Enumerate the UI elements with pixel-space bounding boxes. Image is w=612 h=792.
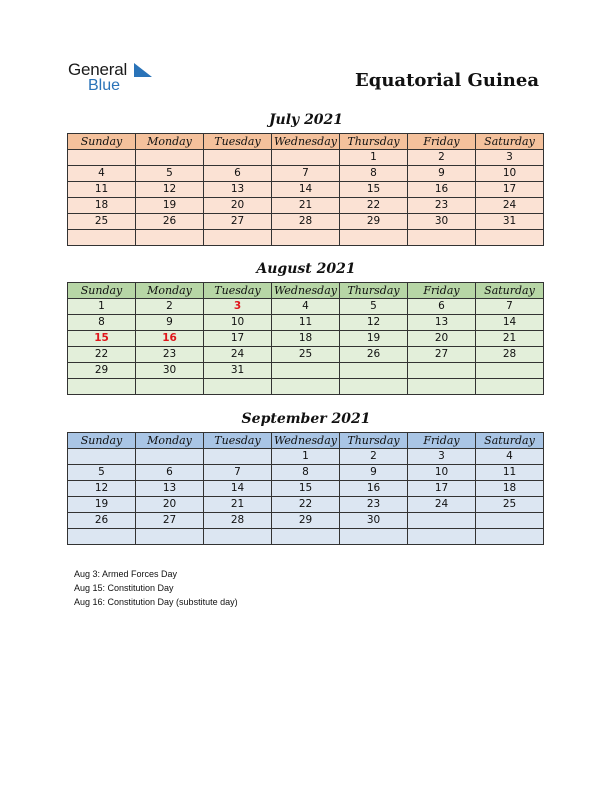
weekday-header: Friday xyxy=(408,134,476,150)
day-cell: 21 xyxy=(476,331,544,347)
day-cell xyxy=(408,230,476,246)
logo xyxy=(68,60,168,96)
day-cell: 22 xyxy=(340,198,408,214)
day-cell: 4 xyxy=(272,299,340,315)
weekday-header: Wednesday xyxy=(272,283,340,299)
week-row xyxy=(68,230,544,246)
day-cell xyxy=(136,449,204,465)
calendar-july xyxy=(67,133,544,246)
day-cell: 30 xyxy=(340,513,408,529)
weekday-header-row xyxy=(68,283,544,299)
day-cell xyxy=(476,363,544,379)
day-cell: 20 xyxy=(204,198,272,214)
day-cell: 11 xyxy=(476,465,544,481)
week-row xyxy=(68,465,544,481)
day-cell: 1 xyxy=(68,299,136,315)
day-cell: 30 xyxy=(408,214,476,230)
weekday-header: Thursday xyxy=(340,433,408,449)
day-cell: 9 xyxy=(136,315,204,331)
day-cell xyxy=(204,529,272,545)
day-cell: 26 xyxy=(136,214,204,230)
day-cell: 14 xyxy=(476,315,544,331)
week-row xyxy=(68,513,544,529)
day-cell: 22 xyxy=(272,497,340,513)
day-cell: 9 xyxy=(408,166,476,182)
day-cell: 25 xyxy=(68,214,136,230)
day-cell xyxy=(68,230,136,246)
month-title-september: September 2021 xyxy=(241,411,371,427)
day-cell: 24 xyxy=(408,497,476,513)
day-cell: 23 xyxy=(408,198,476,214)
day-cell: 18 xyxy=(68,198,136,214)
weekday-header: Sunday xyxy=(68,283,136,299)
day-cell: 5 xyxy=(340,299,408,315)
day-cell: 22 xyxy=(68,347,136,363)
day-cell xyxy=(476,379,544,395)
day-cell: 12 xyxy=(340,315,408,331)
weekday-header: Friday xyxy=(408,283,476,299)
day-cell: 31 xyxy=(204,363,272,379)
holiday-day-cell: 3 xyxy=(204,299,272,315)
week-row xyxy=(68,449,544,465)
week-row xyxy=(68,379,544,395)
holiday-note: Aug 3: Armed Forces Day xyxy=(74,569,178,579)
week-row xyxy=(68,166,544,182)
day-cell: 29 xyxy=(272,513,340,529)
weekday-header: Sunday xyxy=(68,134,136,150)
day-cell: 16 xyxy=(340,481,408,497)
day-cell: 26 xyxy=(340,347,408,363)
day-cell xyxy=(136,150,204,166)
logo-general-text: General xyxy=(68,60,128,79)
day-cell: 8 xyxy=(272,465,340,481)
weekday-header: Thursday xyxy=(340,283,408,299)
holiday-day-cell: 16 xyxy=(136,331,204,347)
day-cell xyxy=(136,529,204,545)
day-cell: 25 xyxy=(476,497,544,513)
weekday-header: Saturday xyxy=(476,134,544,150)
day-cell xyxy=(204,379,272,395)
day-cell: 12 xyxy=(68,481,136,497)
day-cell xyxy=(68,379,136,395)
day-cell: 16 xyxy=(408,182,476,198)
day-cell: 20 xyxy=(136,497,204,513)
day-cell: 12 xyxy=(136,182,204,198)
day-cell: 5 xyxy=(68,465,136,481)
day-cell: 17 xyxy=(408,481,476,497)
day-cell: 27 xyxy=(204,214,272,230)
weekday-header: Friday xyxy=(408,433,476,449)
week-row xyxy=(68,315,544,331)
weekday-header: Monday xyxy=(136,134,204,150)
day-cell: 10 xyxy=(204,315,272,331)
day-cell xyxy=(476,513,544,529)
day-cell xyxy=(408,513,476,529)
holiday-day-cell: 15 xyxy=(68,331,136,347)
day-cell: 10 xyxy=(476,166,544,182)
day-cell: 4 xyxy=(68,166,136,182)
weekday-header: Saturday xyxy=(476,283,544,299)
day-cell: 7 xyxy=(476,299,544,315)
day-cell: 24 xyxy=(476,198,544,214)
week-row xyxy=(68,363,544,379)
day-cell: 6 xyxy=(408,299,476,315)
day-cell: 2 xyxy=(136,299,204,315)
day-cell: 28 xyxy=(476,347,544,363)
day-cell xyxy=(204,230,272,246)
day-cell: 18 xyxy=(272,331,340,347)
weekday-header: Wednesday xyxy=(272,134,340,150)
day-cell: 6 xyxy=(136,465,204,481)
day-cell: 21 xyxy=(272,198,340,214)
day-cell: 28 xyxy=(272,214,340,230)
day-cell xyxy=(272,529,340,545)
weekday-header: Wednesday xyxy=(272,433,340,449)
day-cell xyxy=(476,230,544,246)
day-cell: 8 xyxy=(68,315,136,331)
day-cell: 6 xyxy=(204,166,272,182)
day-cell: 7 xyxy=(204,465,272,481)
day-cell: 29 xyxy=(340,214,408,230)
day-cell: 3 xyxy=(476,150,544,166)
day-cell: 2 xyxy=(340,449,408,465)
day-cell: 14 xyxy=(204,481,272,497)
logo-blue-text: Blue xyxy=(88,77,121,94)
day-cell: 30 xyxy=(136,363,204,379)
day-cell xyxy=(408,379,476,395)
week-row xyxy=(68,182,544,198)
holiday-note: Aug 15: Constitution Day xyxy=(74,583,174,593)
day-cell xyxy=(204,150,272,166)
day-cell xyxy=(136,230,204,246)
day-cell: 19 xyxy=(340,331,408,347)
day-cell xyxy=(340,379,408,395)
weekday-header-row xyxy=(68,433,544,449)
day-cell: 31 xyxy=(476,214,544,230)
day-cell: 27 xyxy=(408,347,476,363)
weekday-header: Tuesday xyxy=(204,433,272,449)
day-cell xyxy=(272,363,340,379)
day-cell xyxy=(408,529,476,545)
day-cell: 11 xyxy=(272,315,340,331)
week-row xyxy=(68,214,544,230)
day-cell: 21 xyxy=(204,497,272,513)
day-cell: 19 xyxy=(136,198,204,214)
day-cell xyxy=(340,363,408,379)
holiday-notes xyxy=(74,567,238,609)
week-row xyxy=(68,331,544,347)
day-cell: 27 xyxy=(136,513,204,529)
day-cell: 29 xyxy=(68,363,136,379)
week-row xyxy=(68,150,544,166)
month-title-august: August 2021 xyxy=(256,261,356,277)
day-cell: 4 xyxy=(476,449,544,465)
day-cell: 17 xyxy=(476,182,544,198)
day-cell: 17 xyxy=(204,331,272,347)
weekday-header: Monday xyxy=(136,283,204,299)
day-cell xyxy=(272,379,340,395)
day-cell xyxy=(340,529,408,545)
day-cell xyxy=(68,449,136,465)
weekday-header: Tuesday xyxy=(204,283,272,299)
day-cell: 20 xyxy=(408,331,476,347)
weekday-header: Thursday xyxy=(340,134,408,150)
day-cell xyxy=(204,449,272,465)
day-cell xyxy=(272,150,340,166)
day-cell: 14 xyxy=(272,182,340,198)
day-cell xyxy=(476,529,544,545)
day-cell xyxy=(340,230,408,246)
day-cell xyxy=(68,529,136,545)
week-row xyxy=(68,529,544,545)
month-title-july: July 2021 xyxy=(268,112,344,128)
day-cell: 23 xyxy=(136,347,204,363)
day-cell: 2 xyxy=(408,150,476,166)
day-cell: 28 xyxy=(204,513,272,529)
week-row xyxy=(68,198,544,214)
weekday-header: Saturday xyxy=(476,433,544,449)
day-cell: 15 xyxy=(340,182,408,198)
day-cell xyxy=(408,363,476,379)
country-title: Equatorial Guinea xyxy=(355,70,539,91)
week-row xyxy=(68,347,544,363)
day-cell xyxy=(136,379,204,395)
day-cell: 13 xyxy=(408,315,476,331)
weekday-header: Monday xyxy=(136,433,204,449)
day-cell: 18 xyxy=(476,481,544,497)
weekday-header-row xyxy=(68,134,544,150)
day-cell: 7 xyxy=(272,166,340,182)
day-cell: 13 xyxy=(204,182,272,198)
day-cell: 3 xyxy=(408,449,476,465)
day-cell: 15 xyxy=(272,481,340,497)
day-cell: 25 xyxy=(272,347,340,363)
day-cell: 10 xyxy=(408,465,476,481)
day-cell: 1 xyxy=(340,150,408,166)
day-cell xyxy=(68,150,136,166)
day-cell: 8 xyxy=(340,166,408,182)
weekday-header: Tuesday xyxy=(204,134,272,150)
week-row xyxy=(68,497,544,513)
day-cell: 1 xyxy=(272,449,340,465)
day-cell: 23 xyxy=(340,497,408,513)
logo-triangle-icon xyxy=(134,63,152,77)
day-cell: 26 xyxy=(68,513,136,529)
day-cell: 5 xyxy=(136,166,204,182)
day-cell: 9 xyxy=(340,465,408,481)
week-row xyxy=(68,299,544,315)
day-cell: 11 xyxy=(68,182,136,198)
day-cell: 13 xyxy=(136,481,204,497)
calendar-september xyxy=(67,432,544,545)
day-cell xyxy=(272,230,340,246)
calendar-august xyxy=(67,282,544,395)
day-cell: 24 xyxy=(204,347,272,363)
week-row xyxy=(68,481,544,497)
day-cell: 19 xyxy=(68,497,136,513)
holiday-note: Aug 16: Constitution Day (substitute day) xyxy=(74,597,238,607)
weekday-header: Sunday xyxy=(68,433,136,449)
